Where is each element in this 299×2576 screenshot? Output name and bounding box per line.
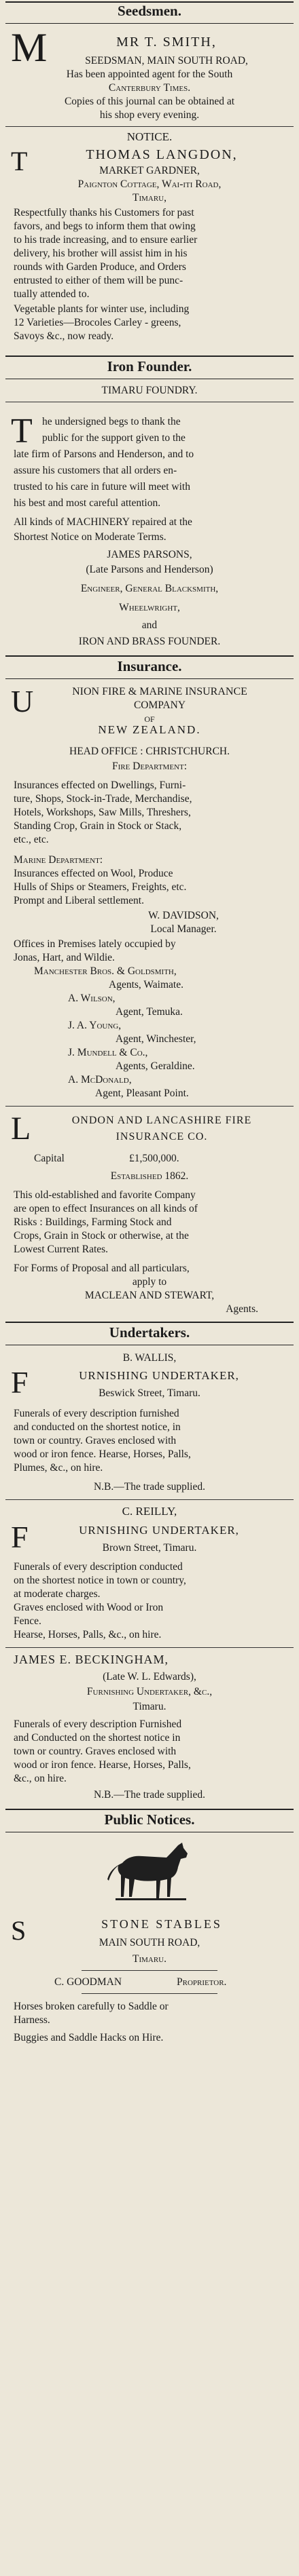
union-fire-dept: Fire Department: bbox=[111, 761, 188, 772]
wallis-text: Plumes, &c., on hire. bbox=[14, 1462, 103, 1474]
london-text: apply to bbox=[132, 1276, 167, 1288]
london-text: Risks : Buildings, Farming Stock and bbox=[14, 1216, 172, 1228]
foundry-text: late firm of Parsons and Henderson, and to bbox=[14, 448, 194, 460]
smith-line: SEEDSMAN, MAIN SOUTH ROAD, bbox=[85, 55, 248, 66]
beckingham-name: JAMES E. BECKINGHAM, bbox=[14, 1653, 169, 1666]
wallis-title: URNISHING UNDERTAKER, bbox=[79, 1369, 239, 1382]
langdon-line: Paignton Cottage, Wai-iti Road, bbox=[77, 178, 222, 190]
london-agents-label: Agents. bbox=[226, 1303, 258, 1315]
section-header-iron-founder: Iron Founder. bbox=[107, 358, 192, 374]
langdon-line: MARKET GARDNER, bbox=[99, 165, 200, 176]
union-agent: A. McDonald, bbox=[68, 1074, 132, 1085]
rule bbox=[5, 355, 294, 357]
wallis-text: Funerals of every description furnished bbox=[14, 1408, 179, 1419]
dropcap: U bbox=[11, 684, 34, 718]
smith-line: his shop every evening. bbox=[99, 109, 200, 121]
foundry-line: and bbox=[141, 619, 158, 631]
dropcap: T bbox=[11, 146, 28, 176]
rule bbox=[5, 1322, 294, 1323]
wallis-text: wood or iron fence. Hearse, Horses, Palls, bbox=[14, 1448, 191, 1460]
langdon-line: Timaru, bbox=[132, 192, 166, 204]
union-text: Insurances effected on Dwellings, Furni- bbox=[14, 780, 186, 791]
langdon-name: THOMAS LANGDON, bbox=[86, 148, 238, 161]
rule bbox=[5, 655, 294, 657]
foundry-line: Engineer, General Blacksmith, bbox=[80, 583, 219, 594]
langdon-notice: NOTICE. bbox=[126, 130, 173, 143]
section-header-public-notices: Public Notices. bbox=[104, 1811, 195, 1828]
beckingham-late: (Late W. L. Edwards), bbox=[103, 1671, 196, 1683]
union-agent-place: Agents, Geraldine. bbox=[116, 1060, 195, 1072]
foundry-line: Wheelwright, bbox=[119, 602, 180, 613]
union-text: etc., etc. bbox=[14, 834, 49, 845]
rule bbox=[5, 678, 294, 679]
separator bbox=[5, 1106, 294, 1107]
union-text: Jonas, Hart, and Wildie. bbox=[14, 952, 115, 963]
section-header-undertakers: Undertakers. bbox=[109, 1324, 190, 1341]
london-text: are open to effect Insurances on all kinds of bbox=[14, 1203, 198, 1214]
union-text: Hotels, Workshops, Saw Mills, Threshers, bbox=[14, 807, 191, 818]
reilly-text: Fence. bbox=[14, 1615, 41, 1627]
union-text: Offices in Premises lately occupied by bbox=[14, 938, 176, 950]
london-capital-amount: £1,500,000. bbox=[129, 1153, 179, 1164]
langdon-text: delivery, his brother will assist him in his bbox=[14, 248, 188, 259]
london-capital-label: Capital bbox=[34, 1153, 65, 1164]
union-title: NEW ZEALAND. bbox=[98, 723, 201, 736]
stables-proprietor: Proprietor. bbox=[177, 1976, 227, 1988]
foundry-line: IRON AND BRASS FOUNDER. bbox=[78, 636, 221, 647]
smith-line: Has been appointed agent for the South bbox=[66, 69, 233, 80]
foundry-text: public for the support given to the bbox=[42, 432, 186, 444]
langdon-text: Respectfully thanks his Customers for past bbox=[14, 207, 194, 218]
union-marine-dept: Marine Department: bbox=[14, 854, 103, 866]
smith-line: Canterbury Times. bbox=[108, 82, 191, 94]
union-agent: Manchester Bros. & Goldsmith, bbox=[34, 965, 177, 977]
foundry-title: TIMARU FOUNDRY. bbox=[101, 385, 198, 396]
union-text: Hulls of Ships or Steamers, Freights, etc. bbox=[14, 881, 187, 893]
separator bbox=[82, 1993, 217, 1994]
beckingham-nb: N.B.—The trade supplied. bbox=[93, 1789, 205, 1801]
beckingham-title: Furnishing Undertaker, &c., bbox=[86, 1686, 213, 1697]
reilly-name: C. REILLY, bbox=[122, 1505, 177, 1518]
stables-text: Buggies and Saddle Hacks on Hire. bbox=[14, 2032, 164, 2043]
stables-text: Horses broken carefully to Saddle or bbox=[14, 2001, 169, 2012]
foundry-text: All kinds of MACHINERY repaired at the bbox=[14, 516, 192, 528]
reilly-text: Graves enclosed with Wood or Iron bbox=[14, 1602, 164, 1613]
langdon-text: to his trade increasing, and to ensure earlier bbox=[14, 234, 198, 246]
beckingham-text: wood or iron fence. Hearse, Horses, Palls, bbox=[14, 1759, 191, 1771]
union-manager-title: Local Manager. bbox=[150, 923, 217, 935]
wallis-name: B. WALLIS, bbox=[122, 1352, 177, 1364]
langdon-text: rounds with Garden Produce, and Orders bbox=[14, 261, 186, 273]
union-agent-place: Agents, Waimate. bbox=[109, 979, 183, 991]
separator bbox=[5, 1499, 294, 1500]
wallis-nb: N.B.—The trade supplied. bbox=[93, 1481, 205, 1493]
langdon-text: Savoys &c., now ready. bbox=[14, 330, 114, 342]
separator bbox=[5, 1647, 294, 1648]
beckingham-text: and Conducted on the shortest notice in bbox=[14, 1732, 181, 1744]
foundry-text: trusted to his care in future will meet with bbox=[14, 481, 190, 493]
union-title: NION FIRE & MARINE INSURANCE bbox=[72, 686, 247, 697]
reilly-text: Hearse, Horses, Palls, &c., on hire. bbox=[14, 1629, 162, 1640]
union-text: ture, Shops, Stock-in-Trade, Merchandise, bbox=[14, 793, 192, 805]
foundry-text: Shortest Notice on Moderate Terms. bbox=[14, 531, 166, 543]
smith-title: MR T. SMITH, bbox=[116, 35, 217, 49]
london-text: For Forms of Proposal and all particulars, bbox=[14, 1263, 190, 1274]
union-agent-place: Agent, Pleasant Point. bbox=[95, 1088, 189, 1099]
beckingham-text: town or country. Graves enclosed with bbox=[14, 1746, 177, 1757]
horse-engraving-icon bbox=[102, 1836, 197, 1910]
foundry-text: he undersigned begs to thank the bbox=[42, 416, 181, 427]
stables-road: MAIN SOUTH ROAD, bbox=[99, 1937, 200, 1948]
langdon-text: entrusted to either of them will be punc- bbox=[14, 275, 183, 286]
wallis-text: town or country. Graves enclosed with bbox=[14, 1435, 177, 1446]
union-text: Insurances effected on Wool, Produce bbox=[14, 868, 173, 879]
dropcap: F bbox=[11, 1520, 29, 1554]
separator bbox=[82, 1970, 217, 1971]
union-agent-place: Agent, Temuka. bbox=[116, 1006, 183, 1018]
union-title: OF bbox=[144, 714, 155, 724]
london-established: Established 1862. bbox=[110, 1170, 189, 1182]
reilly-address: Brown Street, Timaru. bbox=[102, 1542, 197, 1554]
dropcap: F bbox=[11, 1365, 29, 1400]
beckingham-text: &c., on hire. bbox=[14, 1773, 67, 1784]
section-header-insurance: Insurance. bbox=[117, 658, 182, 674]
dropcap: L bbox=[11, 1111, 31, 1147]
union-agent-place: Agent, Winchester, bbox=[116, 1033, 196, 1045]
union-agent: J. Mundell & Co., bbox=[68, 1047, 148, 1058]
london-text: Lowest Current Rates. bbox=[14, 1244, 109, 1255]
stables-town: Timaru. bbox=[132, 1953, 166, 1965]
london-text: Crops, Grain in Stock or otherwise, at the bbox=[14, 1230, 189, 1242]
reilly-text: Funerals of every description conducted bbox=[14, 1561, 183, 1573]
dropcap: M bbox=[11, 25, 48, 70]
union-agent: J. A. Young, bbox=[68, 1020, 122, 1031]
union-head-office: HEAD OFFICE : CHRISTCHURCH. bbox=[69, 746, 230, 757]
langdon-text: favors, and begs to inform them that owing bbox=[14, 220, 196, 232]
wallis-address: Beswick Street, Timaru. bbox=[99, 1387, 200, 1399]
stables-text: Harness. bbox=[14, 2014, 50, 2026]
union-title: COMPANY bbox=[133, 699, 186, 711]
union-text: Standing Crop, Grain in Stock or Stack, bbox=[14, 820, 182, 832]
dropcap: S bbox=[11, 1915, 27, 1946]
beckingham-text: Funerals of every description Furnished bbox=[14, 1718, 182, 1730]
rule bbox=[5, 23, 294, 24]
wallis-text: and conducted on the shortest notice, in bbox=[14, 1421, 181, 1433]
union-manager: W. DAVIDSON, bbox=[148, 910, 219, 921]
union-agent: A. Wilson, bbox=[68, 993, 116, 1004]
london-agents-name: MACLEAN AND STEWART, bbox=[84, 1290, 215, 1301]
beckingham-town: Timaru. bbox=[133, 1701, 166, 1712]
union-text: Prompt and Liberal settlement. bbox=[14, 895, 144, 906]
rule bbox=[5, 1809, 294, 1810]
london-title: INSURANCE CO. bbox=[116, 1131, 208, 1142]
foundry-line: (Late Parsons and Henderson) bbox=[86, 564, 213, 575]
london-title: ONDON AND LANCASHIRE FIRE bbox=[71, 1115, 252, 1126]
reilly-text: on the shortest notice in town or country, bbox=[14, 1575, 186, 1586]
reilly-text: at moderate charges. bbox=[14, 1588, 101, 1600]
smith-line: Copies of this journal can be obtained at bbox=[64, 96, 235, 107]
reilly-title: URNISHING UNDERTAKER, bbox=[79, 1524, 239, 1537]
section-header-seedsmen: Seedsmen. bbox=[118, 3, 181, 19]
foundry-text: assure his customers that all orders en- bbox=[14, 465, 177, 476]
stables-owner: C. GOODMAN bbox=[54, 1976, 122, 1988]
london-text: This old-established and favorite Company bbox=[14, 1189, 196, 1201]
langdon-text: tually attended to. bbox=[14, 288, 90, 300]
langdon-text: Vegetable plants for winter use, including bbox=[14, 303, 190, 315]
foundry-text: his best and most careful attention. bbox=[14, 497, 161, 509]
separator bbox=[5, 126, 294, 127]
stables-name: STONE STABLES bbox=[101, 1917, 222, 1931]
dropcap: T bbox=[11, 412, 33, 450]
foundry-name: JAMES PARSONS, bbox=[107, 549, 192, 560]
langdon-text: 12 Varieties—Brocoles Carley - greens, bbox=[14, 317, 181, 328]
